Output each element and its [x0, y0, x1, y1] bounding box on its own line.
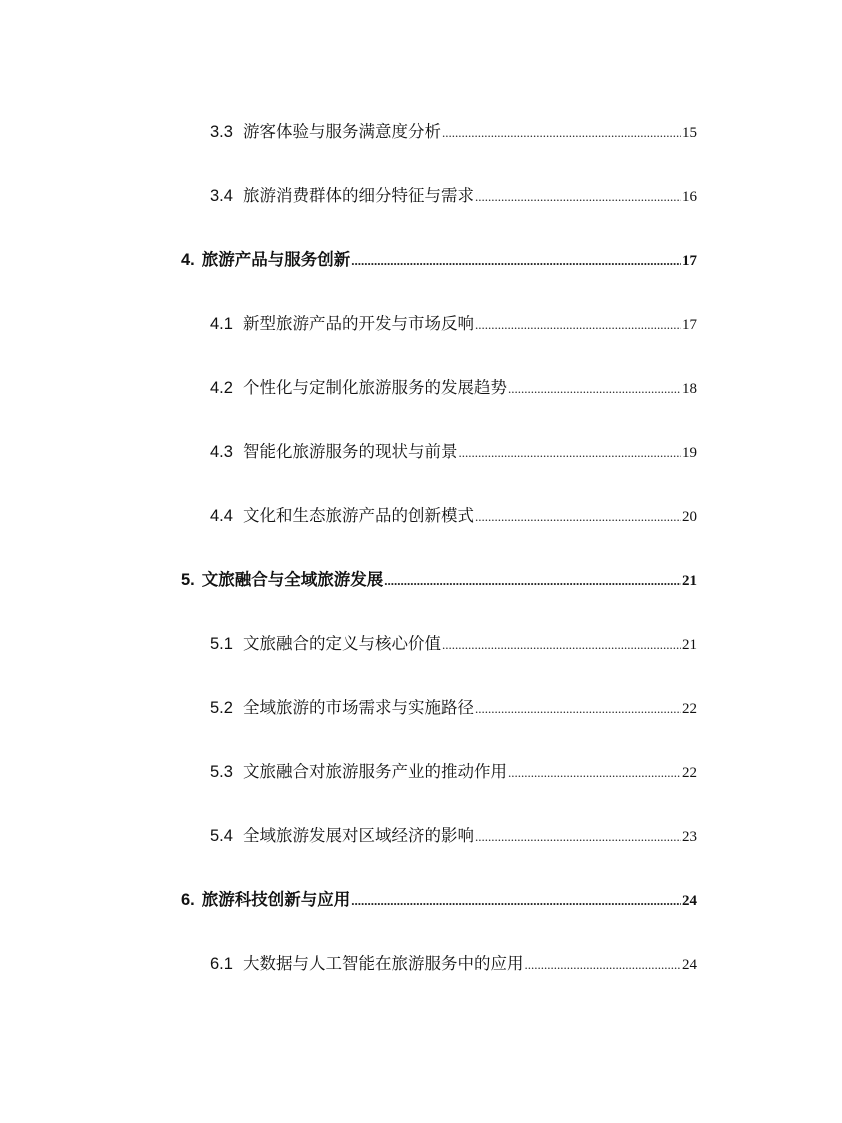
dot-leader — [384, 573, 681, 589]
page-number: 24 — [682, 957, 697, 973]
dot-leader — [475, 509, 681, 525]
section-title: 新型旅游产品的开发与市场反响 — [242, 315, 474, 333]
section-title: 大数据与人工智能在旅游服务中的应用 — [242, 955, 524, 973]
section-title: 文旅融合的定义与核心价值 — [242, 635, 441, 653]
dot-leader — [475, 701, 681, 717]
toc-entry-3-3[interactable] — [210, 118, 697, 142]
page-number: 16 — [682, 189, 697, 205]
page-number: 19 — [682, 445, 697, 461]
toc-chapter-5[interactable] — [181, 566, 697, 590]
toc-entry-5-2[interactable] — [210, 694, 697, 718]
section-number: 5.3 — [210, 763, 233, 781]
page-number: 20 — [682, 509, 697, 525]
toc-entry-6-1[interactable] — [210, 950, 697, 974]
toc-entry-4-2[interactable] — [210, 374, 697, 398]
section-number: 5.2 — [210, 699, 233, 717]
section-title: 文化和生态旅游产品的创新模式 — [242, 507, 474, 525]
chapter-number: 6. — [181, 891, 195, 909]
toc-entry-3-4[interactable] — [210, 182, 697, 206]
toc-entry-5-3[interactable] — [210, 758, 697, 782]
page-number: 22 — [682, 765, 697, 781]
dot-leader — [524, 957, 681, 973]
dot-leader — [475, 829, 681, 845]
chapter-title: 旅游产品与服务创新 — [201, 251, 351, 269]
page-number: 23 — [682, 829, 697, 845]
chapter-title: 文旅融合与全域旅游发展 — [201, 571, 384, 589]
dot-leader — [475, 317, 681, 333]
toc-entry-4-1[interactable] — [210, 310, 697, 334]
page-number: 21 — [682, 573, 697, 589]
section-number: 4.2 — [210, 379, 233, 397]
page-number: 17 — [682, 253, 697, 269]
page-number: 18 — [682, 381, 697, 397]
chapter-number: 5. — [181, 571, 195, 589]
page-number: 21 — [682, 637, 697, 653]
section-number: 5.4 — [210, 827, 233, 845]
section-title: 个性化与定制化旅游服务的发展趋势 — [242, 379, 507, 397]
section-number: 6.1 — [210, 955, 233, 973]
toc-entry-5-1[interactable] — [210, 630, 697, 654]
dot-leader — [475, 189, 681, 205]
toc-entry-4-4[interactable] — [210, 502, 697, 526]
dot-leader — [351, 253, 681, 269]
dot-leader — [508, 765, 681, 781]
section-title: 游客体验与服务满意度分析 — [242, 123, 441, 141]
page-number: 17 — [682, 317, 697, 333]
page-number: 22 — [682, 701, 697, 717]
toc-chapter-4[interactable] — [181, 246, 697, 270]
section-number: 4.1 — [210, 315, 233, 333]
section-title: 智能化旅游服务的现状与前景 — [242, 443, 458, 461]
chapter-title: 旅游科技创新与应用 — [201, 891, 351, 909]
section-title: 全域旅游发展对区域经济的影响 — [242, 827, 474, 845]
section-number: 5.1 — [210, 635, 233, 653]
dot-leader — [351, 893, 681, 909]
dot-leader — [442, 125, 681, 141]
page-number: 24 — [682, 893, 697, 909]
toc-chapter-6[interactable] — [181, 886, 697, 910]
dot-leader — [458, 445, 681, 461]
section-number: 4.3 — [210, 443, 233, 461]
dot-leader — [442, 637, 681, 653]
section-number: 4.4 — [210, 507, 233, 525]
section-title: 全域旅游的市场需求与实施路径 — [242, 699, 474, 717]
dot-leader — [508, 381, 681, 397]
chapter-number: 4. — [181, 251, 195, 269]
section-number: 3.3 — [210, 123, 233, 141]
toc-entry-5-4[interactable] — [210, 822, 697, 846]
section-title: 旅游消费群体的细分特征与需求 — [242, 187, 474, 205]
section-number: 3.4 — [210, 187, 233, 205]
page-number: 15 — [682, 125, 697, 141]
section-title: 文旅融合对旅游服务产业的推动作用 — [242, 763, 507, 781]
toc-entry-4-3[interactable] — [210, 438, 697, 462]
